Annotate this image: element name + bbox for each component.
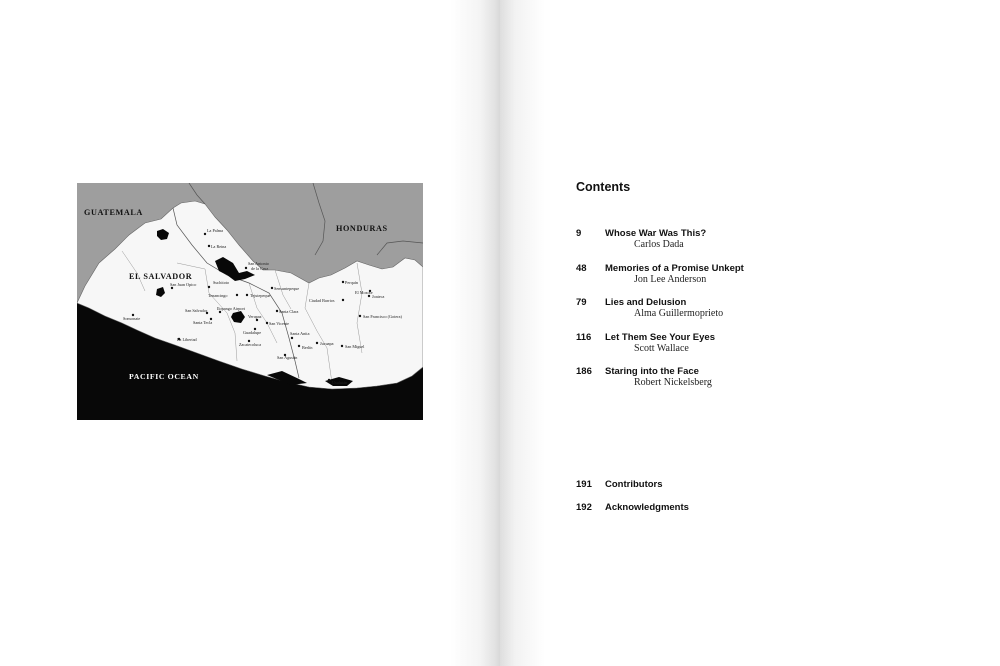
- city-la-palma: La Palma: [207, 228, 223, 233]
- toc-author: Carlos Dada: [634, 239, 684, 250]
- city-dot: [368, 295, 370, 297]
- toc-author: Robert Nickelsberg: [634, 377, 712, 388]
- city-suchitoto: Suchitoto: [213, 280, 230, 285]
- city-la-reina: La Reina: [211, 244, 227, 249]
- city-jucuapa: Jucuapa: [320, 341, 334, 346]
- city-san-salvador: San Salvador: [185, 308, 208, 313]
- city-tenancingo: Tenancingo: [208, 293, 228, 298]
- toc-section-title: Acknowledgments: [605, 502, 689, 513]
- city-dot: [236, 294, 238, 296]
- city-dot: [359, 315, 361, 317]
- city-san-miguel: San Miguel: [345, 344, 365, 349]
- toc-essay-title: Lies and Delusion: [605, 297, 687, 308]
- city-dot: [266, 322, 268, 324]
- toc-essay-title: Memories of a Promise Unkept: [605, 263, 744, 274]
- el-salvador-map: [77, 183, 423, 420]
- city-santa-clara: Santa Clara: [279, 309, 299, 314]
- city-zacatecoluca: Zacatecoluca: [239, 342, 262, 347]
- city-dot: [204, 233, 206, 235]
- city-de-la-cruz: de la Cruz: [251, 266, 269, 271]
- city-dot: [341, 345, 343, 347]
- toc-page-number: 79: [576, 297, 587, 308]
- toc-page-number: 186: [576, 366, 592, 377]
- toc-page-number: 48: [576, 263, 587, 274]
- city-la-libertad: La Libertad: [177, 337, 197, 342]
- pacific-ocean-label: PACIFIC OCEAN: [129, 372, 199, 381]
- guatemala-label: GUATEMALA: [84, 208, 143, 217]
- city-dot: [256, 319, 258, 321]
- city-el-mozote: El Mozote: [355, 290, 373, 295]
- city-sonsonate: Sonsonate: [123, 316, 141, 321]
- city-san-antonio: San Antonio: [248, 261, 269, 266]
- toc-author: Jon Lee Anderson: [634, 274, 707, 285]
- city-sensuntepeque: Sensuntepeque: [274, 286, 300, 291]
- city-dot: [208, 245, 210, 247]
- city-perquin: Perquín: [345, 280, 359, 285]
- city-tejutepeque: Tejutepeque: [250, 293, 271, 298]
- city-dot: [271, 287, 273, 289]
- city-dot: [316, 342, 318, 344]
- toc-section-title: Contributors: [605, 479, 663, 490]
- city-dot: [208, 286, 210, 288]
- toc-author: Scott Wallace: [634, 343, 689, 354]
- el-salvador-label: EL SALVADOR: [129, 272, 193, 281]
- city-dot: [342, 281, 344, 283]
- honduras-label: HONDURAS: [336, 224, 388, 233]
- toc-page-number: 191: [576, 479, 592, 490]
- city-ilopango-airport: Ilopango Airport: [217, 306, 246, 311]
- toc-page-number: 192: [576, 502, 592, 513]
- city-ciudad-barrios: Ciudad Barrios: [309, 298, 335, 303]
- city-santa-tecla: Santa Tecla: [193, 320, 213, 325]
- city-santa-anita: Santa Anita: [290, 331, 310, 336]
- city-verapaz: Verapaz: [248, 314, 262, 319]
- toc-essay-title: Staring into the Face: [605, 366, 699, 377]
- toc-page-number: 116: [576, 332, 592, 343]
- city-dot: [245, 267, 247, 269]
- city-usulutan: Usulután: [332, 380, 348, 385]
- city-berlin: Berlín: [302, 345, 313, 350]
- city-san-agustin: San Agustín: [277, 355, 298, 360]
- toc-essay-title: Let Them See Your Eyes: [605, 332, 715, 343]
- city-san-vicente: San Vicente: [269, 321, 290, 326]
- city-joateca: Joateca: [372, 294, 385, 299]
- city-dot: [298, 345, 300, 347]
- city-dot: [246, 294, 248, 296]
- city-dot: [342, 299, 344, 301]
- city-dot: [276, 310, 278, 312]
- right-page: [500, 0, 1000, 666]
- city-san-juan-opico: San Juan Opico: [170, 282, 197, 287]
- contents-heading: Contents: [576, 180, 631, 194]
- city-san-francisco-gotera: San Francisco (Gotera): [363, 314, 402, 319]
- toc-essay-title: Whose War Was This?: [605, 228, 707, 239]
- toc-author: Alma Guillermoprieto: [634, 308, 724, 319]
- city-dot: [171, 287, 173, 289]
- city-dot: [328, 379, 330, 381]
- toc-page-number: 9: [576, 228, 582, 239]
- city-guadalupe: Guadalupe: [243, 330, 262, 335]
- city-dot: [291, 337, 293, 339]
- city-dot: [219, 311, 221, 313]
